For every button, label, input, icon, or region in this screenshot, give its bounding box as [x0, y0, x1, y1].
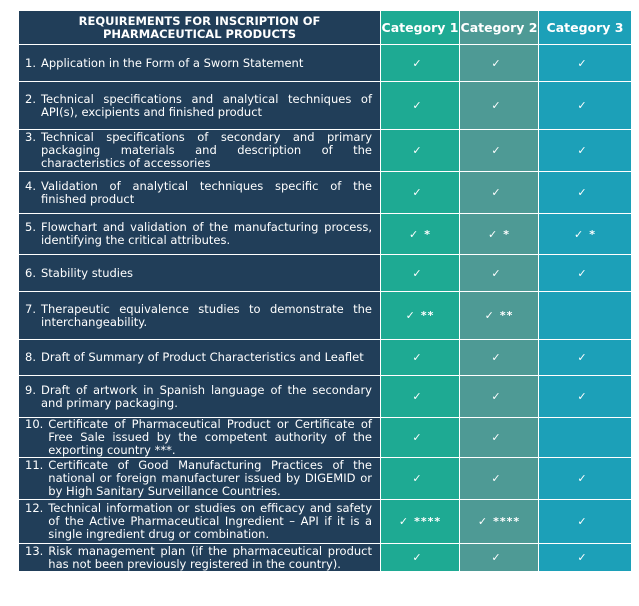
category-3-cell	[539, 172, 632, 214]
check-icon: ✓	[491, 551, 501, 564]
check-icon: ✓	[577, 390, 587, 403]
requirement-number: 13.	[25, 543, 44, 558]
requirement-text: Validation of analytical techniques specific of the finished product	[40, 178, 372, 206]
category-2-cell	[460, 130, 539, 172]
requirement-number: 2.	[25, 91, 36, 106]
category-3-cell	[539, 458, 632, 500]
check-icon: ✓	[398, 515, 409, 528]
requirement-text: Therapeutic equivalence studies to demonstrate the interchangeability.	[40, 301, 372, 329]
table-row	[19, 214, 632, 255]
category-3-cell	[539, 500, 632, 544]
category-3-cell	[539, 544, 632, 572]
requirements-header: REQUIREMENTS FOR INSCRIPTION OF PHARMACEUTICAL PRODUCTS	[19, 11, 381, 45]
requirement-text: Application in the Form of a Sworn Statement	[40, 55, 304, 70]
check-icon: ✓	[577, 472, 587, 485]
check-icon: ✓	[412, 99, 422, 112]
category-2-cell	[460, 418, 539, 458]
check-icon: ✓	[491, 186, 501, 199]
requirement-text: Risk management plan (if the pharmaceutical product has not been previously registered in the country).	[48, 543, 372, 571]
requirement-number: 12.	[25, 501, 44, 515]
check-icon: ✓	[491, 472, 501, 485]
requirement-number: 11.	[25, 458, 44, 472]
check-icon: ✓	[577, 515, 587, 528]
check-icon: ✓	[491, 431, 501, 444]
table-header-row	[19, 11, 632, 45]
requirement-text: Technical specifications and analytical techniques of API(s), excipients and finished product	[40, 91, 372, 119]
category-1-cell	[381, 292, 460, 340]
table-row	[19, 255, 632, 292]
category-2-cell	[460, 376, 539, 418]
category-3-header: Category 3	[539, 11, 632, 45]
check-icon: ✓	[491, 144, 501, 157]
check-icon: ✓	[491, 266, 501, 280]
check-icon: ✓	[409, 227, 419, 241]
category-3-cell	[539, 214, 632, 255]
requirement-cell	[19, 130, 381, 172]
check-icon: ✓	[577, 144, 587, 157]
check-icon: ✓	[574, 227, 584, 241]
check-icon: ✓	[412, 390, 422, 403]
table-row	[19, 45, 632, 82]
category-3-cell	[539, 255, 632, 292]
table-row	[19, 172, 632, 214]
requirement-cell	[19, 376, 381, 418]
footnote-mark: *	[589, 227, 596, 241]
requirement-text: Draft of Summary of Product Characteristics and Leaflet	[40, 350, 364, 364]
category-2-cell	[460, 544, 539, 572]
check-icon: ✓	[488, 227, 498, 241]
check-icon: ✓	[577, 551, 587, 564]
category-2-cell	[460, 500, 539, 544]
footnote-mark: ****	[493, 515, 521, 528]
requirement-number: 4.	[25, 178, 36, 193]
footnote-mark: ****	[414, 515, 442, 528]
category-2-cell	[460, 214, 539, 255]
requirement-number: 7.	[25, 301, 36, 316]
check-icon: ✓	[405, 309, 415, 322]
requirement-number: 5.	[25, 220, 36, 234]
table-row	[19, 500, 632, 544]
category-1-cell	[381, 172, 460, 214]
category-1-cell	[381, 340, 460, 376]
category-3-cell	[539, 45, 632, 82]
check-icon: ✓	[477, 515, 488, 528]
requirement-cell	[19, 172, 381, 214]
table-row	[19, 82, 632, 130]
requirement-number: 10.	[25, 417, 44, 431]
category-1-cell	[381, 544, 460, 572]
table-row	[19, 340, 632, 376]
category-2-cell	[460, 82, 539, 130]
requirement-text: Technical information or studies on efficacy and safety of the Active Pharmaceutical Ingredient – API if it is a single ingredient drug or combination.	[48, 501, 372, 541]
category-2-cell	[460, 292, 539, 340]
category-2-cell	[460, 340, 539, 376]
check-icon: ✓	[577, 186, 587, 199]
requirement-text: Certificate of Good Manufacturing Practices of the national or foreign manufacturer issued by DIGEMID or by High Sanitary Surveillance Countries.	[48, 458, 372, 498]
requirement-number: 8.	[25, 350, 36, 364]
category-2-cell	[460, 172, 539, 214]
category-2-cell	[460, 45, 539, 82]
category-3-cell	[539, 130, 632, 172]
table-row	[19, 292, 632, 340]
requirement-number: 9.	[25, 382, 36, 397]
footnote-mark: *	[503, 227, 510, 241]
category-2-cell	[460, 458, 539, 500]
footnote-mark: **	[420, 309, 435, 322]
check-icon: ✓	[577, 266, 587, 280]
requirement-cell	[19, 500, 381, 544]
requirement-number: 6.	[25, 265, 36, 280]
check-icon: ✓	[491, 351, 501, 364]
table-row	[19, 376, 632, 418]
requirement-cell	[19, 458, 381, 500]
check-icon: ✓	[412, 144, 422, 157]
check-icon: ✓	[412, 551, 422, 564]
check-icon: ✓	[412, 351, 422, 364]
check-icon: ✓	[412, 56, 422, 70]
requirement-number: 3.	[25, 130, 36, 144]
category-3-cell	[539, 376, 632, 418]
category-1-cell	[381, 500, 460, 544]
category-1-cell	[381, 82, 460, 130]
category-2-cell	[460, 255, 539, 292]
check-icon: ✓	[412, 472, 422, 485]
check-icon: ✓	[412, 266, 422, 280]
check-icon: ✓	[412, 431, 422, 444]
footnote-mark: *	[424, 227, 431, 241]
check-icon: ✓	[491, 56, 501, 70]
requirement-cell	[19, 82, 381, 130]
requirement-number: 1.	[25, 55, 36, 70]
check-icon: ✓	[577, 99, 587, 112]
check-icon: ✓	[491, 390, 501, 403]
category-3-cell	[539, 418, 632, 458]
requirement-text: Technical specifications of secondary and primary packaging materials and description of the characteristics of accessories	[40, 130, 372, 170]
requirement-cell	[19, 45, 381, 82]
category-3-cell	[539, 82, 632, 130]
category-1-cell	[381, 418, 460, 458]
requirements-table	[18, 10, 632, 572]
requirement-cell	[19, 544, 381, 572]
category-1-cell	[381, 45, 460, 82]
requirement-cell	[19, 418, 381, 458]
footnote-mark: **	[499, 309, 514, 322]
category-3-cell	[539, 292, 632, 340]
table-row	[19, 544, 632, 572]
category-1-cell	[381, 458, 460, 500]
requirement-cell	[19, 340, 381, 376]
requirement-cell	[19, 214, 381, 255]
requirement-cell	[19, 255, 381, 292]
requirement-text: Stability studies	[40, 265, 134, 280]
category-1-cell	[381, 214, 460, 255]
category-1-header: Category 1	[381, 11, 460, 45]
table-row	[19, 458, 632, 500]
check-icon: ✓	[412, 186, 422, 199]
requirement-text: Flowchart and validation of the manufacturing process, identifying the critical attributes.	[40, 220, 372, 247]
check-icon: ✓	[491, 99, 501, 112]
check-icon: ✓	[577, 56, 587, 70]
category-1-cell	[381, 255, 460, 292]
category-3-cell	[539, 340, 632, 376]
table-row	[19, 418, 632, 458]
requirement-cell	[19, 292, 381, 340]
category-2-header: Category 2	[460, 11, 539, 45]
table-row	[19, 130, 632, 172]
category-1-cell	[381, 130, 460, 172]
category-1-cell	[381, 376, 460, 418]
check-icon: ✓	[484, 309, 494, 322]
requirement-text: Draft of artwork in Spanish language of the secondary and primary packaging.	[40, 382, 372, 410]
check-icon: ✓	[577, 351, 587, 364]
requirement-text: Certificate of Pharmaceutical Product or Certificate of Free Sale issued by the competent authority of the exporting country ***.	[48, 417, 372, 457]
